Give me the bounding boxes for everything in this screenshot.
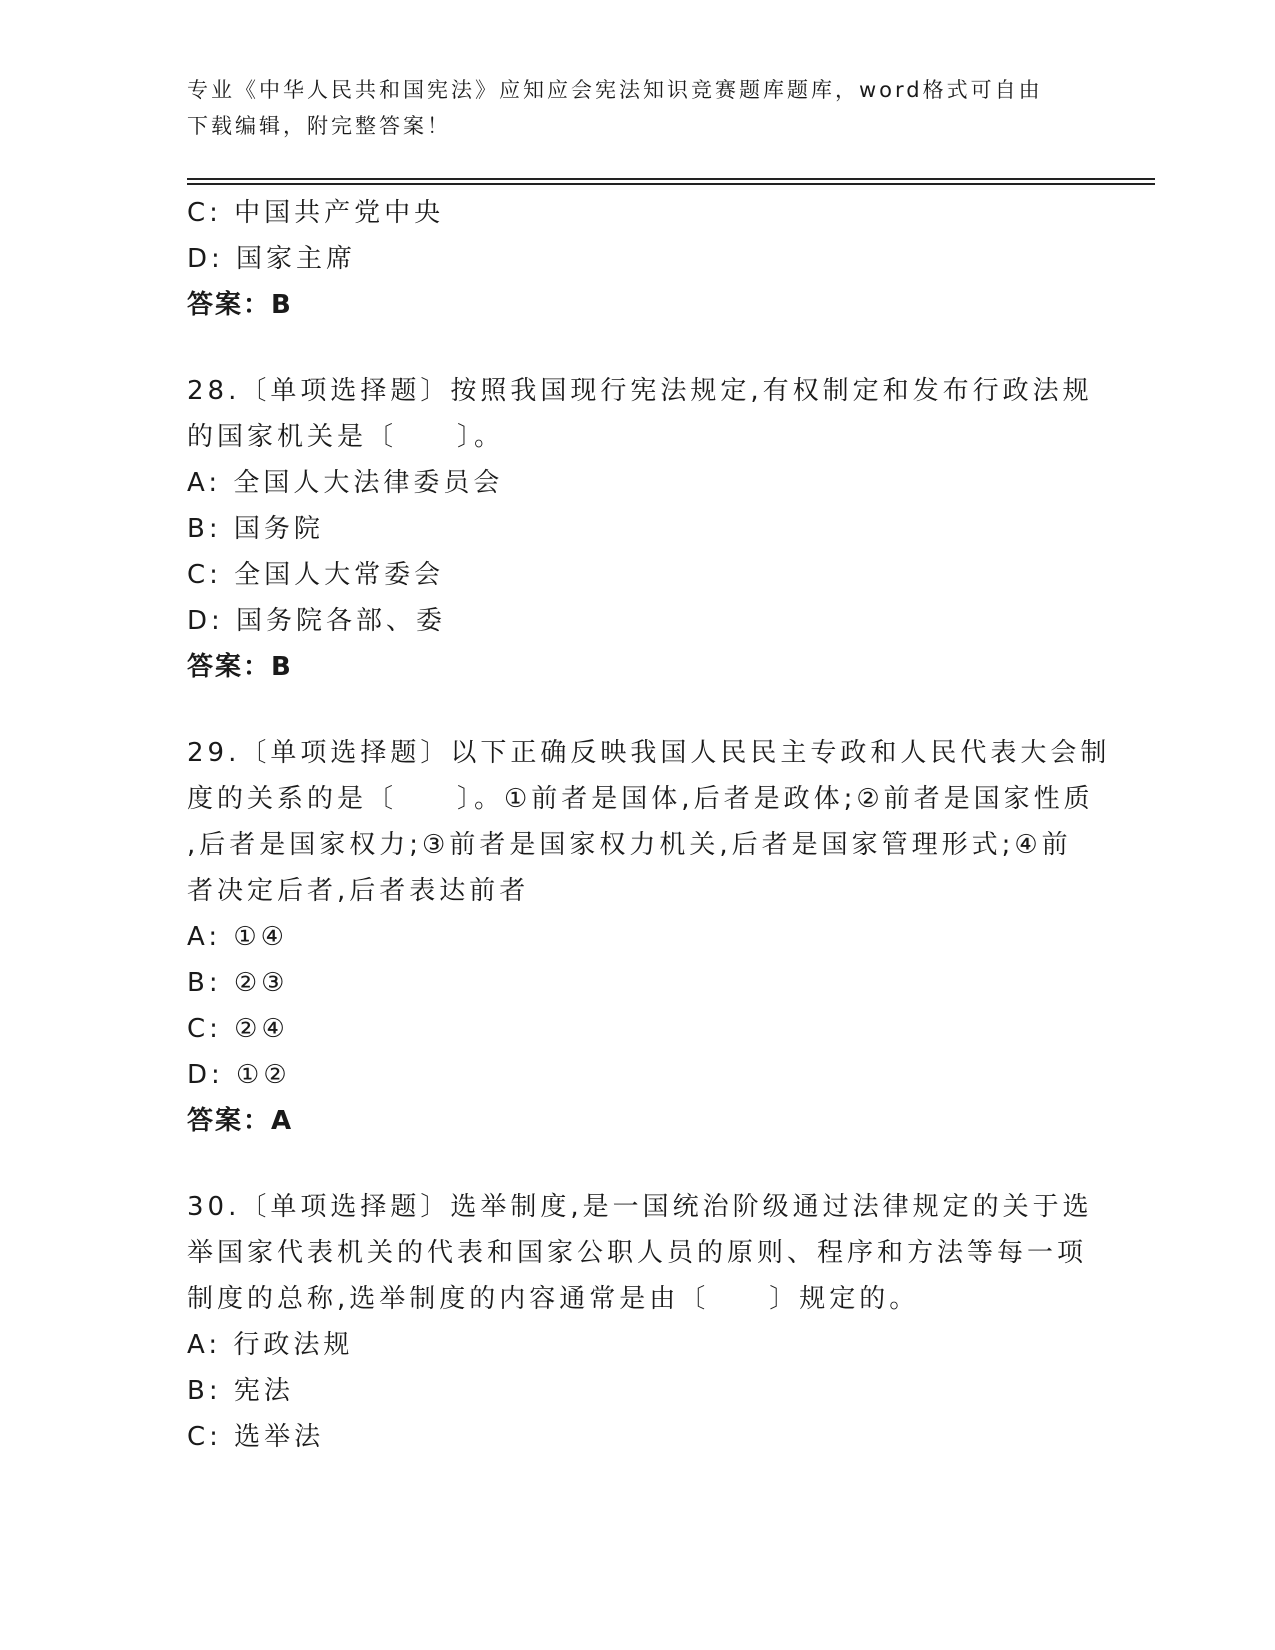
question-list bbox=[187, 190, 1111, 1460]
option-c: C: 全国人大常委会 bbox=[187, 560, 445, 590]
question-28 bbox=[187, 368, 1093, 690]
question-stem: 29.〔单项选择题〕以下正确反映我国人民民主专政和人民代表大会制 bbox=[187, 738, 1111, 768]
question-stem: 度的关系的是〔 〕。①前者是国体,后者是政体;②前者是国家性质 bbox=[187, 784, 1094, 814]
question-spacer bbox=[187, 690, 1067, 730]
question-stem: 者决定后者,后者表达前者 bbox=[187, 876, 530, 906]
option-d: D: 国家主席 bbox=[187, 244, 357, 274]
answer-label: 答案：B bbox=[187, 290, 293, 320]
option-d: D: 国务院各部、委 bbox=[187, 606, 447, 636]
question-stem: 制度的总称,选举制度的内容通常是由〔 〕规定的。 bbox=[187, 1284, 920, 1314]
header-rule-top bbox=[187, 178, 1155, 180]
question-29 bbox=[187, 730, 1111, 1144]
option-c: C: ②④ bbox=[187, 1014, 289, 1044]
document-header bbox=[187, 72, 1067, 144]
option-a: A: ①④ bbox=[187, 922, 288, 952]
question-stem: 28.〔单项选择题〕按照我国现行宪法规定,有权制定和发布行政法规 bbox=[187, 376, 1093, 406]
header-rule-bottom bbox=[187, 183, 1155, 185]
option-a: A: 行政法规 bbox=[187, 1330, 354, 1360]
question-27-tail bbox=[187, 190, 1067, 328]
question-stem: ,后者是国家权力;③前者是国家权力机关,后者是国家管理形式;④前 bbox=[187, 830, 1072, 860]
option-b: B: 宪法 bbox=[187, 1376, 294, 1406]
option-b: B: ②③ bbox=[187, 968, 289, 998]
header-line-2: 下载编辑，附完整答案！ bbox=[187, 114, 451, 138]
question-30 bbox=[187, 1184, 1093, 1460]
option-a: A: 全国人大法律委员会 bbox=[187, 468, 504, 498]
option-c: C: 中国共产党中央 bbox=[187, 198, 445, 228]
question-stem: 30.〔单项选择题〕选举制度,是一国统治阶级通过法律规定的关于选 bbox=[187, 1192, 1093, 1222]
answer-label: 答案：A bbox=[187, 1106, 294, 1136]
answer-label: 答案：B bbox=[187, 652, 293, 682]
option-d: D: ①② bbox=[187, 1060, 291, 1090]
question-stem: 举国家代表机关的代表和国家公职人员的原则、程序和方法等每一项 bbox=[187, 1238, 1088, 1268]
header-line-1: 专业《中华人民共和国宪法》应知应会宪法知识竞赛题库题库，word格式可自由 bbox=[187, 78, 1043, 102]
question-spacer bbox=[187, 1144, 1067, 1184]
option-b: B: 国务院 bbox=[187, 514, 324, 544]
option-c: C: 选举法 bbox=[187, 1422, 325, 1452]
question-stem: 的国家机关是〔 〕。 bbox=[187, 422, 505, 452]
question-spacer bbox=[187, 328, 1067, 368]
